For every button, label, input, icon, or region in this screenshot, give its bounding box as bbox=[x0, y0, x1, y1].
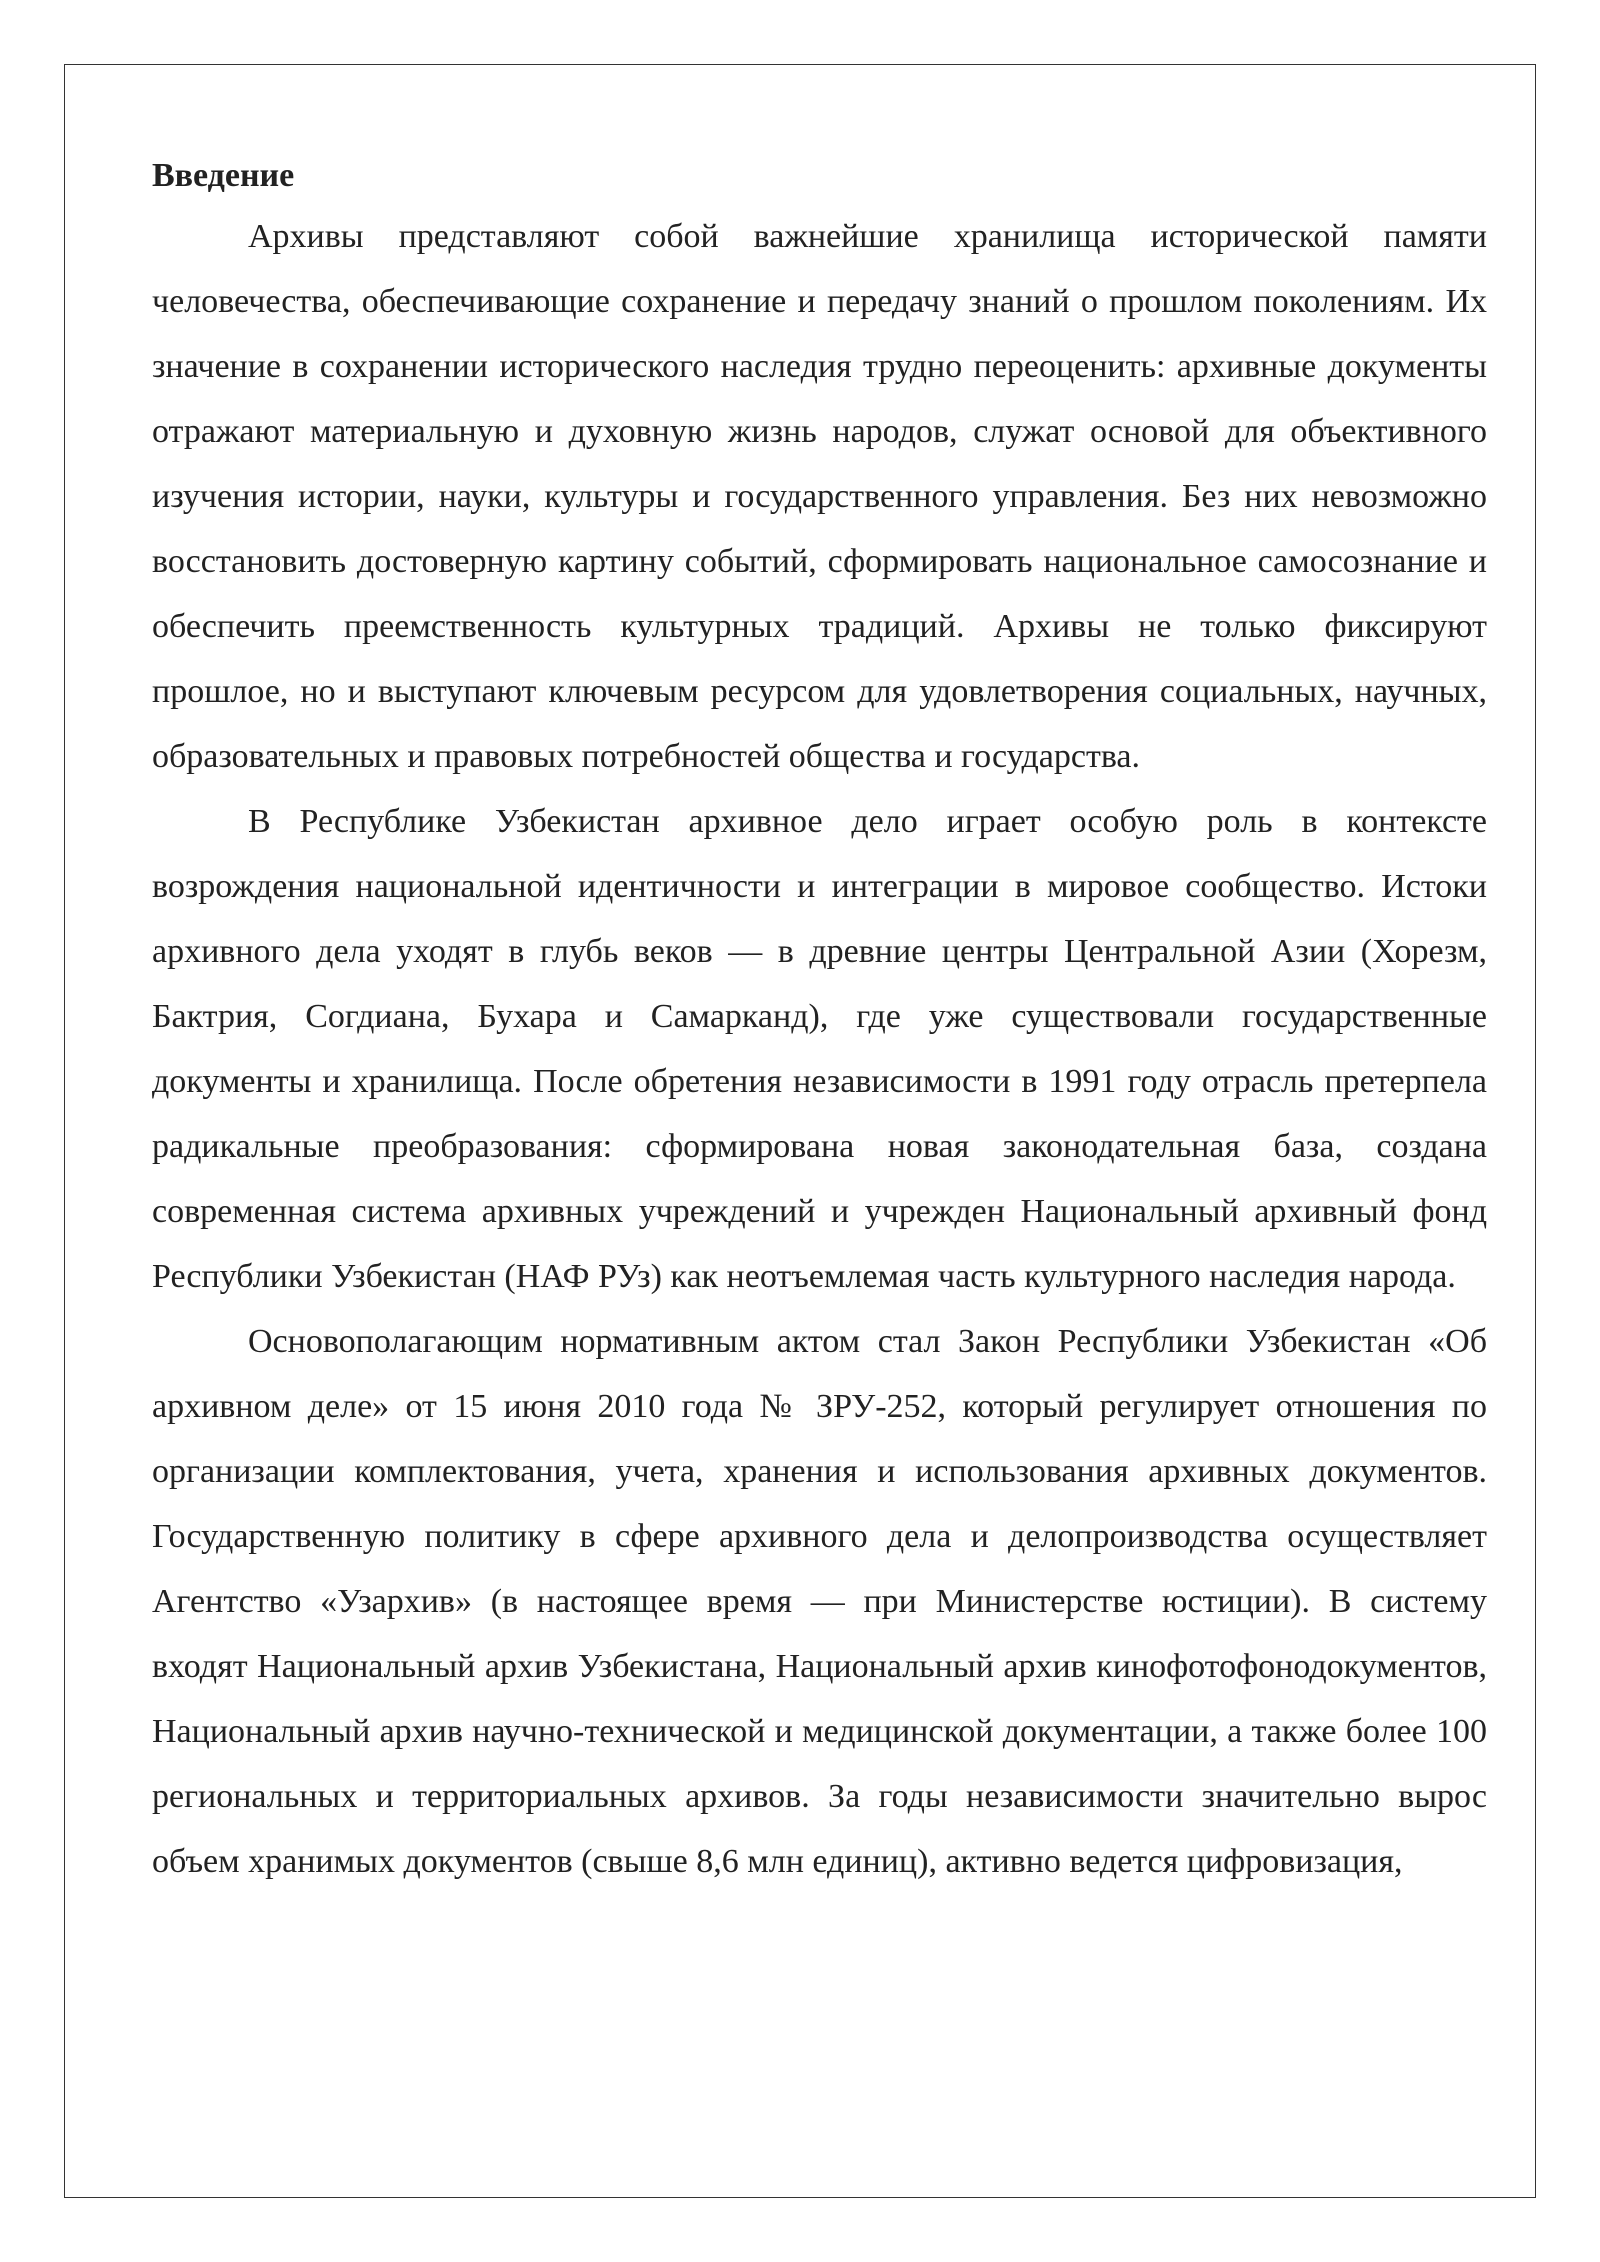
paragraph-3: Основополагающим нормативным актом стал Закон Республики Узбекистан «Об архивном деле» от 15 июня 2010 года № ЗРУ-252, который регулирует отношения по организации комплектования, учета, хранения и использования архивных документов. Государственную политику в сфере архивного дела и делопроизводства осуществляет Агентство «Узархив» (в настоящее время — при Министерстве юстиции). В систему входят Национальный архив Узбекистана, Национальный архив кинофотофонодокументов, Национальный архив научно-технической и медицинской документации, а также более 100 региональных и территориальных архивов. За годы независимости значительно вырос объем хранимых документов (свыше 8,6 млн единиц), активно ведется цифровизация, bbox=[152, 1323, 1487, 1880]
section-heading: Введение bbox=[152, 157, 295, 194]
paragraph-1: Архивы представляют собой важнейшие хранилища исторической памяти человечества, обеспечивающие сохранение и передачу знаний о прошлом поколениям. Их значение в сохранении исторического наследия трудно переоценить: архивные документы отражают материальную и духовную жизнь народов, служат основой для объективного изучения истории, науки, культуры и государственного управления. Без них невозможно восстановить достоверную картину событий, сформировать национальное самосознание и обеспечить преемственность культурных традиций. Архивы не только фиксируют прошлое, но и выступают ключевым ресурсом для удовлетворения социальных, научных, образовательных и правовых потребностей общества и государства. bbox=[152, 218, 1487, 775]
document-body bbox=[152, 148, 1487, 1894]
paragraph-2: В Республике Узбекистан архивное дело играет особую роль в контексте возрождения национальной идентичности и интеграции в мировое сообщество. Истоки архивного дела уходят в глубь веков — в древние центры Центральной Азии (Хорезм, Бактрия, Согдиана, Бухара и Самарканд), где уже существовали государственные документы и хранилища. После обретения независимости в 1991 году отрасль претерпела радикальные преобразования: сформирована новая законодательная база, создана современная система архивных учреждений и учрежден Национальный архивный фонд Республики Узбекистан (НАФ РУз) как неотъемлемая часть культурного наследия народа. bbox=[152, 803, 1487, 1295]
